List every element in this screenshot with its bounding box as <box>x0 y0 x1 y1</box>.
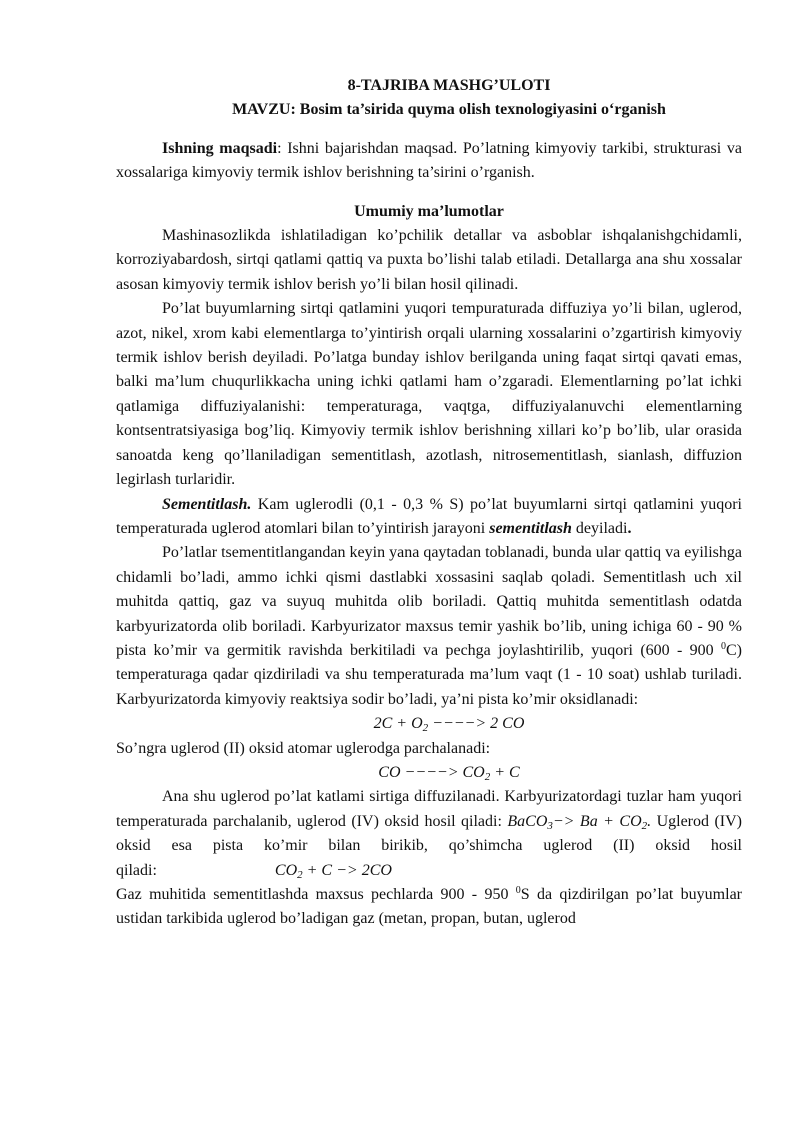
paragraph-4: Po’latlar tsementitlangandan keyin yana qaytadan toblanadi, bunda ular qattiq va eyilishga chidamli bo’ladi, ammo ichki qismi dastlabki xossasini saqlab qoladi. Sementitlash uch xil muhitda qattiq, gaz va suyuq muhitda olib boriladi. Qattiq muhitda sementitlash odatda karbyurizatorda olib boriladi. Karbyurizator maxsus temir yashik bo’lib, uning ichiga 60 - 90 % pista ko’mir va germitik ravishda berkitiladi va pechga joylashtirilib, yuqori (600 - 900 $^0$C) temperaturaga qadar qizdiriladi va shu temperaturada ma’lum vaqt (1 - 10 soat) ushlab turiladi. Karbyurizatorda kimyoviy reaktsiya sodir bo’ladi, ya’ni pista ko’mir oksidlanadi: <box>116 544 742 708</box>
aim-paragraph <box>116 137 742 186</box>
inline-equation-baco3: BaCO$_3$−> $Ba + CO_2$. <box>507 812 652 832</box>
document-page <box>116 74 742 932</box>
equation-1: $2C + O_2$ −−−−> 2 CO <box>373 715 525 735</box>
term-sementitlash-2: sementitlash <box>489 519 572 537</box>
aim-label: Ishning maqsadi <box>162 139 278 157</box>
section-heading: Umumiy ma’lumotlar <box>354 202 504 220</box>
document-title: 8-TAJRIBA MASHG’ULOTI <box>347 77 551 94</box>
term-sementitlash: Sementitlash. <box>162 495 252 513</box>
equation-2: CO −−−−> $CO_2 + C$ <box>378 763 520 783</box>
aim-text: : Ishni bajarishdan maqsad. Po’latning kimyoviy tarkibi, strukturasi va xossalariga kimyoviy termik ishlov berishning ta’sirini o’rganish. <box>116 139 743 182</box>
paragraph-6: Gaz muhitida sementitlashda maxsus pechlarda 900 - 950 $^0$S da qizdirilgan po’lat buyumlar ustidan tarkibida uglerod bo’ladigan gaz (metan, propan, butan, uglerod <box>116 885 743 928</box>
paragraph-1: Mashinasozlikda ishlatiladigan ko’pchilik detallar va asboblar ishqalanishgchidamli, korroziyabardosh, sirtqi qatlami qattiq va puxta bo’lishi talab etiladi. Detallarga ana shu xossalar asosan kimyoviy termik ishlov berish yo’li bilan hosil qilinadi. <box>116 227 742 293</box>
paragraph-5: Ana shu uglerod po’lat katlami sirtiga diffuzilanadi. Karbyurizatordagi tuzlar ham yuqori temperaturada parchalanib, uglerod (IV) oksid hosil qiladi: BaCO$_3$−> $Ba + CO_2$. Uglerod (IV) oksid esa pista ko’mir bilan birikib, qo’shimcha uglerod (II) oksid hosil qiladi: $CO_2 + C -> 2CO$ <box>116 788 742 881</box>
inline-equation-co2: $CO_2 + C -> 2CO$ <box>274 861 392 881</box>
paragraph-2: Po’lat buyumlarning sirtqi qatlamini yuqori tempuraturada diffuziya yo’li bilan, uglerod, azot, nikel, xrom kabi elementlarga to’yintirish orqali ularning xossalarini o’zgartirish kimyoviy termik ishlov berish deyiladi. Po’latga bunday ishlov berilganda uning faqat sirtqi qavati emas, balki ma’lum chuqurlikkacha uning ichki qatlami ham o’zgaradi. Elementlarning po’lat ichki qatlamiga diffuziyalanishi: temperaturaga, vaqtga, diffuziyalanuvchi elementlarning kontsentratsiyasiga bog’liq. Kimyoviy termik ishlov berishning xillari ko’p bo’lib, ular orasida sanoatda keng qo’llaniladigan sementitlash, azotlash, nitrosementitlash, sianlash, diffuzion legirlash turlaridir. <box>116 300 742 489</box>
document-subtitle: MAVZU: Bosim ta’sirida quyma olish texnologiyasini o‘rganish <box>232 101 666 119</box>
paragraph-3: Sementitlash. Kam uglerodli (0,1 - 0,3 % S) po’lat buyumlarni sirtqi qatlamini yuqori temperaturada uglerod atomlari bilan to’yintirish jarayoni sementitlash deyiladi. <box>116 495 742 537</box>
line-after-equation-1: So’ngra uglerod (II) oksid atomar uglerodga parchalanadi: <box>116 739 491 757</box>
